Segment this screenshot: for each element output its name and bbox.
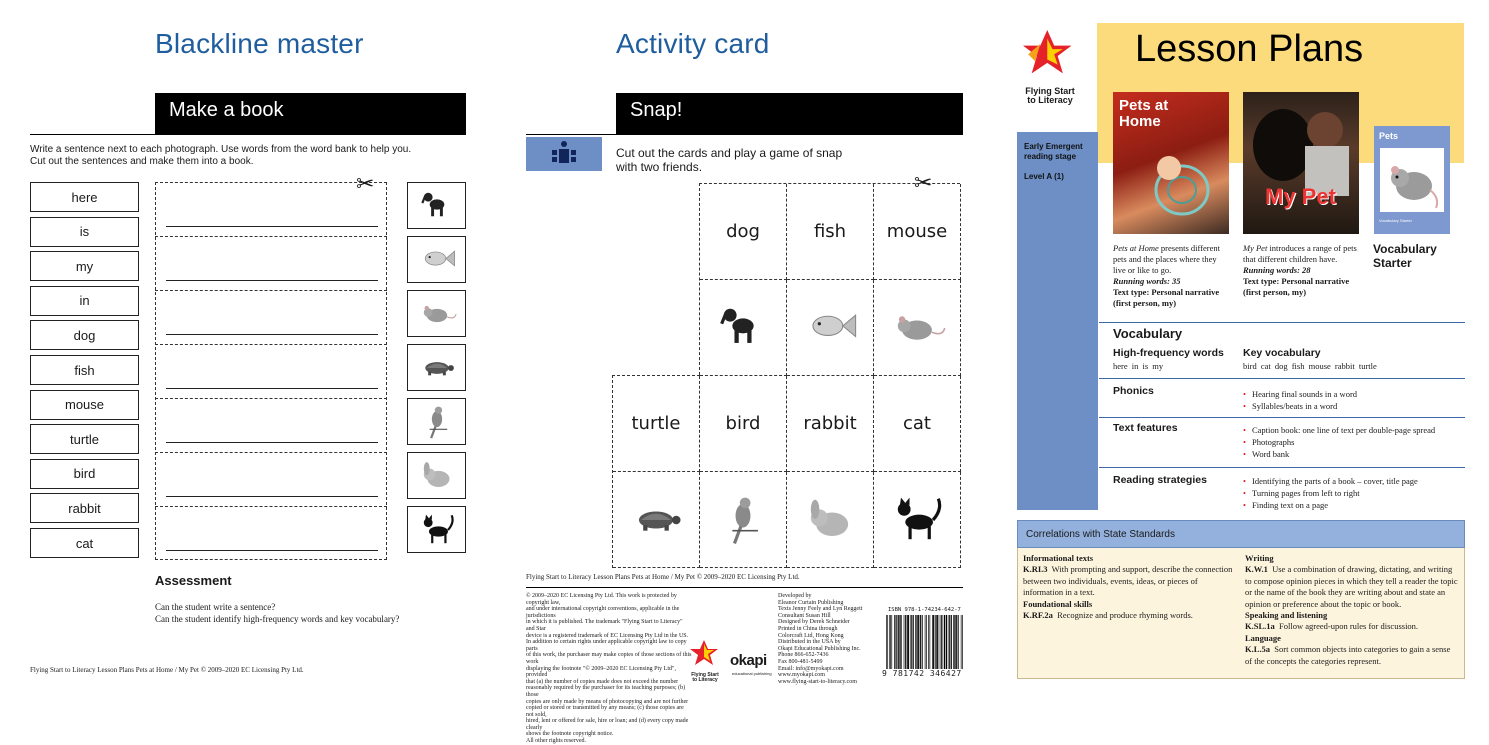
barcode-bar <box>955 615 956 669</box>
barcode-bar <box>928 615 929 669</box>
writing-line[interactable] <box>166 388 378 389</box>
okapi-subtitle: educational publishing <box>732 671 772 676</box>
reading-strategies-list <box>1243 475 1418 511</box>
barcode-bar <box>922 615 923 669</box>
book1-desc: presents different pets and the places where they live or like to go. <box>1113 243 1221 275</box>
okapi-logo: okapi <box>730 652 767 669</box>
writing-line[interactable] <box>166 442 378 443</box>
snap-picture-card <box>787 280 874 376</box>
book2-desc: introduces a range of pets that different children have. <box>1243 243 1357 264</box>
reading-strategies-label: Reading strategies <box>1113 474 1207 486</box>
correlations-right <box>1245 553 1459 667</box>
divider <box>526 134 963 135</box>
isbn: ISBN 978-1-74234-642-7 <box>888 607 961 613</box>
barcode-bar <box>890 615 891 669</box>
barcode-bar <box>949 615 950 669</box>
word-bank-item: here <box>30 182 139 212</box>
logo-line-2: to Literacy <box>1027 95 1073 105</box>
barcode-bar <box>957 615 958 669</box>
sl1a-text: Follow agreed-upon rules for discussion. <box>1279 621 1419 632</box>
scissors-icon: ✂ <box>356 171 375 196</box>
divider <box>30 134 466 135</box>
snap-bar: Snap! <box>616 93 963 135</box>
snap-instructions-line-1: Cut out the cards and play a game of snap <box>616 146 843 160</box>
blackline-heading: Blackline master <box>155 28 364 59</box>
credit-line: Email: info@myokapi.com <box>778 665 844 672</box>
reading-strategy-item: • Turning pages from left to right <box>1243 487 1418 499</box>
mouse-card-icon <box>885 296 949 360</box>
word-bank-item: in <box>30 286 139 316</box>
snap-word-card: cat <box>874 376 961 472</box>
barcode-bar <box>926 615 927 669</box>
word-bank-item: turtle <box>30 424 139 454</box>
copyright-line: reasonably required by the purchaser for its teaching purposes; (b) those <box>526 685 686 698</box>
key-vocab-words: bird cat dog fish mouse rabbit turtle <box>1243 361 1377 371</box>
snap-word-card: mouse <box>874 184 961 280</box>
vocabulary-starter-label: Vocabulary Starter <box>1373 242 1437 270</box>
text-feature-item: • Caption book: one line of text per double-page spread <box>1243 424 1435 436</box>
snap-picture-card <box>787 472 874 568</box>
credit-line: www.flying-start-to-literacy.com <box>778 678 857 685</box>
hamster-wheel-illustration <box>1147 150 1217 220</box>
bird-card-icon <box>711 488 775 552</box>
credit-line: Designed by Derek Schneider <box>778 619 850 626</box>
barcode-bar <box>913 615 914 669</box>
credit-line: Eleanor Curtain Publishing <box>778 599 844 606</box>
barcode-bar <box>938 615 939 669</box>
credit-line: Okapi Educational Publishing Inc. <box>778 645 861 652</box>
barcode-bar <box>925 615 926 669</box>
dog-card-icon <box>711 296 775 360</box>
barcode-bar <box>920 615 921 669</box>
word-bank-item: my <box>30 251 139 281</box>
flying-start-logo <box>690 640 720 683</box>
barcode-bar <box>951 615 952 669</box>
credit-line: Printed in China through <box>778 625 838 632</box>
reading-stage: Early Emergent reading stage <box>1024 142 1083 161</box>
snap-word-card: fish <box>787 184 874 280</box>
writing-line[interactable] <box>166 550 378 551</box>
copyright-line: All other rights reserved. <box>526 738 586 745</box>
copyright-line: and under international copyright conventions, applicable in the jurisdictions <box>526 606 680 619</box>
book1-description <box>1113 243 1231 309</box>
group-activity-icon <box>526 137 602 171</box>
barcode-bar <box>886 615 887 669</box>
copyright-line: © 2009–2020 EC Licensing Pty Ltd. This work is protected by copyright law, <box>526 593 677 606</box>
book2-description <box>1243 243 1361 298</box>
correlations-left <box>1023 553 1235 621</box>
writing-line[interactable] <box>166 226 378 227</box>
snap-word-card: rabbit <box>787 376 874 472</box>
pets-vocab-starter-cover <box>1374 126 1450 234</box>
barcode-bar <box>899 615 900 669</box>
barcode-bar <box>918 615 919 669</box>
barcode-bar <box>915 615 916 669</box>
credit-line: Fax 800-481-5499 <box>778 658 823 665</box>
writing-heading: Writing <box>1245 553 1274 563</box>
barcode-bar <box>916 615 917 669</box>
barcode-bar <box>908 615 909 669</box>
rabbit-card-icon <box>798 488 862 552</box>
vocabulary-heading: Vocabulary <box>1113 326 1183 341</box>
barcode-bar <box>911 615 912 669</box>
snap-picture-card <box>700 472 787 568</box>
cover-title: My Pet <box>1265 184 1336 209</box>
snap-picture-card <box>874 472 961 568</box>
credit-line: Colorcraft Ltd, Hong Kong <box>778 632 844 639</box>
fish-card-icon <box>798 296 862 360</box>
section-rule <box>1099 322 1465 323</box>
divider <box>526 587 963 588</box>
photo-turtle <box>407 344 466 391</box>
barcode-bar <box>887 615 888 669</box>
copyright-line: that (a) the number of copies made does not exceed the number <box>526 678 679 685</box>
writing-line[interactable] <box>166 334 378 335</box>
reading-strategy-item: • Finding text on a page <box>1243 499 1418 511</box>
snap-word-card: bird <box>700 376 787 472</box>
barcode-bar <box>906 615 907 669</box>
fish-photo-icon <box>415 238 459 282</box>
snap-picture-card <box>613 472 700 568</box>
language-heading: Language <box>1245 632 1281 643</box>
correlations-header: Correlations with State Standards <box>1017 520 1465 548</box>
flying-start-logo <box>1017 30 1083 110</box>
barcode-bar <box>913 615 914 669</box>
word-bank-item: rabbit <box>30 493 139 523</box>
barcode <box>886 615 964 669</box>
word-bank-item: mouse <box>30 390 139 420</box>
barcode-bar <box>958 615 959 669</box>
hf-label: High-frequency words <box>1113 347 1224 359</box>
book2-title: My Pet <box>1243 243 1268 253</box>
bird-photo-icon <box>415 400 459 444</box>
copyright-line: of this work, the purchaser may make copies of those sections of this work <box>526 652 692 665</box>
ri3-text: With prompting and support, describe the connection between two individuals, events, ideas, or pieces of information in a text. <box>1023 564 1233 598</box>
credit-line: Developed by <box>778 593 812 599</box>
turtle-card-icon <box>624 488 688 552</box>
writing-line[interactable] <box>166 280 378 281</box>
barcode-bar <box>908 615 909 669</box>
snap-instructions <box>616 146 842 174</box>
w1-code: K.W.1 <box>1245 564 1268 575</box>
photo-bird <box>407 398 466 445</box>
barcode-bar <box>947 615 948 669</box>
cover-title-line-1: Pets at <box>1119 97 1169 114</box>
key-vocab-label: Key vocabulary <box>1243 347 1321 359</box>
cover-title-line-2: Home <box>1119 113 1161 130</box>
barcode-bar <box>940 615 941 669</box>
blackline-footer: Flying Start to Literacy Lesson Plans Pets at Home / My Pet © 2009–2020 EC Licensing Pty Ltd. <box>30 666 304 674</box>
foundational-skills-heading: Foundational skills <box>1023 598 1093 609</box>
credit-line: Distributed in the USA by <box>778 639 841 646</box>
barcode-bar <box>954 615 955 669</box>
speaking-listening-heading: Speaking and listening <box>1245 610 1328 621</box>
copyright-line: copied or stored or transmitted by any means; (c) those copies are not sold, <box>526 705 684 718</box>
barcode-bar <box>917 615 918 669</box>
phonics-item: • Syllables/beats in a word <box>1243 400 1357 412</box>
stage-sidebar <box>1017 132 1098 510</box>
text-features-list <box>1243 424 1435 460</box>
photo-fish <box>407 236 466 283</box>
my-pet-cover <box>1243 92 1359 234</box>
barcode-bar <box>949 615 950 669</box>
barcode-bar <box>951 615 952 669</box>
word-bank-item: fish <box>30 355 139 385</box>
w1-text: Use a combination of drawing, dictating, and writing to compose opinion pieces in which they tell a reader the topic or the name of the book they are writing about and state an opinion or preference about the topic or book. <box>1245 564 1458 609</box>
sentence-strips-frame <box>155 182 387 560</box>
barcode-bar <box>898 615 899 669</box>
book2-running-words: Running words: 28 <box>1243 265 1311 275</box>
rf2a-text: Recognize and produce rhyming words. <box>1057 610 1193 621</box>
snap-instructions-line-2: with two friends. <box>616 160 703 174</box>
barcode-bar <box>953 615 954 669</box>
barcode-bar <box>941 615 942 669</box>
book1-title: Pets at Home <box>1113 243 1159 253</box>
ri3-code: K.RI.3 <box>1023 564 1048 575</box>
barcode-digits: 9 781742 346427 <box>882 669 962 678</box>
barcode-bar <box>896 615 897 669</box>
barcode-bar <box>936 615 937 669</box>
barcode-bar <box>935 615 936 669</box>
copyright-line: copies are only made by means of photocopying and are not further <box>526 698 689 705</box>
barcode-bar <box>932 615 933 669</box>
barcode-bar <box>934 615 935 669</box>
lesson-plans-title: Lesson Plans <box>1135 28 1364 70</box>
logo-text-1: Flying Start <box>691 672 719 678</box>
instructions <box>30 144 466 168</box>
phonics-list <box>1243 388 1357 412</box>
snap-picture-card <box>874 280 961 376</box>
reading-level: Level A (1) <box>1024 172 1064 181</box>
barcode-bar <box>962 615 963 669</box>
text-features-label: Text features <box>1113 422 1178 434</box>
copyright-line: shows the footnote copyright notice. <box>526 731 614 738</box>
barcode-bar <box>930 615 931 669</box>
scissors-icon: ✂ <box>914 170 933 195</box>
activity-footer: Flying Start to Literacy Lesson Plans Pets at Home / My Pet © 2009–2020 EC Licensing Pty Ltd. <box>526 573 800 581</box>
rabbit-photo-icon <box>415 454 459 498</box>
photo-dog <box>407 182 466 229</box>
credits <box>778 593 878 685</box>
l5a-code: K.L.5a <box>1245 644 1271 655</box>
mouse-photo-icon <box>415 292 459 336</box>
barcode-bar <box>901 615 902 669</box>
word-bank-item: dog <box>30 320 139 350</box>
instructions-line-1: Write a sentence next to each photograph. Use words from the word bank to help you. <box>30 144 412 155</box>
copyright-line: hired, lent or offered for sale, hire or loan; and (d) every copy made clearly <box>526 718 689 731</box>
reading-strategy-item: • Identifying the parts of a book – cover, title page <box>1243 475 1418 487</box>
cover-caption: Vocabulary Starter <box>1379 218 1412 223</box>
activity-heading: Activity card <box>616 28 770 59</box>
book1-text-type: Text type: Personal narrative (first person, my) <box>1113 287 1220 308</box>
barcode-bar <box>895 615 896 669</box>
barcode-bar <box>894 615 895 669</box>
make-a-book-bar: Make a book <box>155 93 466 135</box>
credit-line: Consultant Susan Hill <box>778 612 831 619</box>
barcode-bar <box>933 615 934 669</box>
barcode-bar <box>891 615 892 669</box>
copyright-line: in which it is published. The trademark "Flying Start to Literacy" and Star <box>526 619 683 632</box>
barcode-bar <box>889 615 890 669</box>
cut-line <box>155 398 387 399</box>
credit-line: Phone 866-652-7436 <box>778 652 829 659</box>
barcode-bar <box>921 615 922 669</box>
snap-word-card: turtle <box>613 376 700 472</box>
photo-mouse <box>407 290 466 337</box>
barcode-bar <box>907 615 908 669</box>
instructions-line-2: Cut out the sentences and make them into a book. <box>30 156 254 167</box>
section-rule <box>1099 467 1465 468</box>
barcode-bar <box>944 615 945 669</box>
cut-line <box>155 344 387 345</box>
barcode-bar <box>919 615 920 669</box>
logo-line-1: Flying Start <box>1025 86 1075 96</box>
credit-line: www.myokapi.com <box>778 672 825 679</box>
rf2a-code: K.RF.2a <box>1023 610 1053 621</box>
cover-title: Pets <box>1379 131 1399 141</box>
section-rule <box>1099 378 1465 379</box>
barcode-bar <box>944 615 945 669</box>
barcode-bar <box>961 615 962 669</box>
cat-photo-icon <box>415 508 459 552</box>
l5a-text: Sort common objects into categories to gain a sense of the concepts the categories represent. <box>1245 644 1451 666</box>
cut-line <box>155 290 387 291</box>
phonics-item: • Hearing final sounds in a word <box>1243 388 1357 400</box>
assessment-q1: Can the student write a sentence? <box>155 602 276 612</box>
text-feature-item: • Photographs <box>1243 436 1435 448</box>
sl1a-code: K.SL.1a <box>1245 621 1275 632</box>
pets-at-home-cover <box>1113 92 1229 234</box>
dog-photo-icon <box>415 184 459 228</box>
section-rule <box>1099 417 1465 418</box>
copyright-line: displaying the footnote "© 2009–2020 EC Licensing Pty Ltd", provided <box>526 665 676 679</box>
word-bank-item: cat <box>30 528 139 558</box>
barcode-bar <box>904 615 905 669</box>
barcode-bar <box>910 615 911 669</box>
assessment-title: Assessment <box>155 573 232 588</box>
book2-text-type: Text type: Personal narrative (first person, my) <box>1243 276 1350 297</box>
text-feature-item: • Word bank <box>1243 448 1435 460</box>
hf-words: here in is my <box>1113 361 1164 371</box>
barcode-bar <box>956 615 957 669</box>
cut-line <box>155 236 387 237</box>
informational-texts-heading: Informational texts <box>1023 553 1094 563</box>
photo-rabbit <box>407 452 466 499</box>
cat-card-icon <box>885 488 949 552</box>
copyright-notice <box>526 593 692 745</box>
photo-cat <box>407 506 466 553</box>
cut-line <box>155 452 387 453</box>
copyright-line: device is a registered trademark of EC Licensing Pty Ltd in the US. <box>526 632 689 639</box>
word-bank-item: bird <box>30 459 139 489</box>
barcode-bar <box>905 615 906 669</box>
barcode-bar <box>898 615 899 669</box>
logo-text-2: to Literacy <box>692 677 718 683</box>
barcode-bar <box>942 615 943 669</box>
mouse-photo <box>1380 148 1444 212</box>
book1-running-words: Running words: 35 <box>1113 276 1181 286</box>
snap-word-card: dog <box>700 184 787 280</box>
cut-line <box>155 506 387 507</box>
phonics-label: Phonics <box>1113 385 1154 397</box>
snap-picture-card <box>700 280 787 376</box>
turtle-photo-icon <box>415 346 459 390</box>
copyright-line: In addition to certain rights under applicable copyright law to copy parts <box>526 639 687 652</box>
credit-line: Texts Jenny Feely and Lyn Reggett <box>778 606 863 613</box>
barcode-bar <box>900 615 901 669</box>
barcode-bar <box>946 615 947 669</box>
writing-line[interactable] <box>166 496 378 497</box>
barcode-bar <box>937 615 938 669</box>
cover-title <box>1119 98 1168 130</box>
assessment-q2: Can the student identify high-frequency words and key vocabulary? <box>155 614 400 624</box>
word-bank-item: is <box>30 217 139 247</box>
